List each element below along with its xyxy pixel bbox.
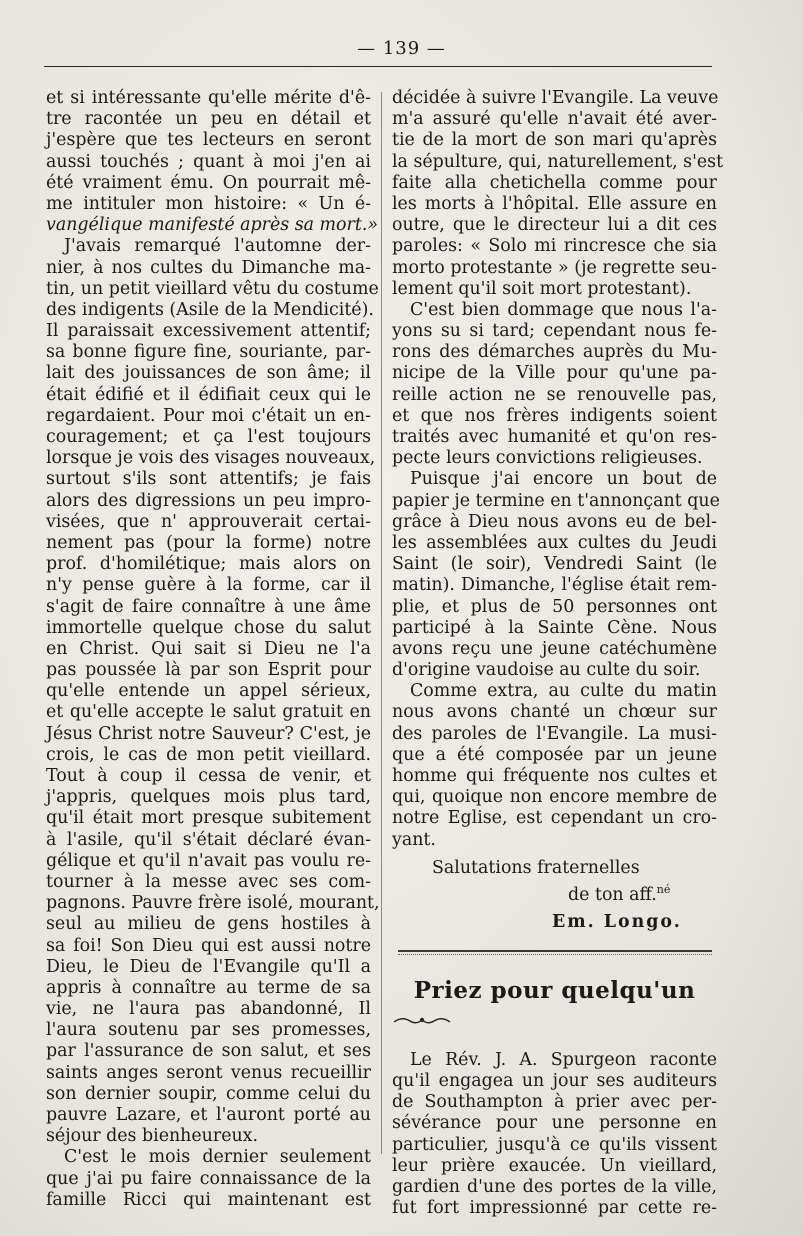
column-divider <box>381 92 382 1154</box>
text-line: lorsque je vois des visages nouveaux, <box>46 448 376 469</box>
text-line: sévérance pour une personne en <box>392 1113 717 1134</box>
text-line: alors des digressions un peu impro- <box>46 490 371 511</box>
right-column <box>392 88 724 1219</box>
text-line: était édifié et il édifiait ceux qui le <box>46 384 371 405</box>
text-line: Jésus Christ notre Sauveur? C'est, je <box>46 723 371 744</box>
text-line: son dernier soupir, comme celui du <box>46 1083 371 1104</box>
text-line: j'appris, quelques mois plus tard, <box>46 787 371 808</box>
text-line: j'espère que tes lecteurs en seront <box>46 130 371 151</box>
text-line: que a été composée par un jeune <box>392 744 717 765</box>
text-line: papier je termine en t'annonçant que <box>392 490 720 511</box>
text-line: gardien d'une des portes de la ville, <box>392 1176 717 1197</box>
text-line: et que nos frères indigents soient <box>392 405 717 426</box>
text-line: J'avais remarqué l'automne der- <box>64 236 371 257</box>
text-line: yant. <box>392 829 436 850</box>
text-line: les morts à l'hôpital. Elle assure en <box>392 193 717 214</box>
text-line: outre, que le directeur lui a dit ces <box>392 215 717 236</box>
text-line: surtout s'ils sont attentifs; je fais <box>46 469 371 490</box>
text-line: grâce à Dieu nous avons eu de bel- <box>392 511 717 532</box>
text-line: gélique et qu'il n'avait pas voulu re- <box>46 850 371 871</box>
text-line: n'y pense guère à la forme, car il <box>46 575 371 596</box>
text-line: plie, et plus de 50 personnes ont <box>392 596 717 617</box>
text-line: reille action ne se renouvelle pas, <box>392 384 717 405</box>
text-line: été vraiment ému. On pourrait mê- <box>46 172 371 193</box>
text-line: participé à la Sainte Cène. Nous <box>392 617 717 638</box>
text-line: immortelle quelque chose du salut <box>46 617 371 638</box>
text-line: notre Eglise, est cependant un cro- <box>392 808 717 829</box>
fleuron-ornament-icon <box>392 1014 452 1028</box>
text-line: lait des jouissances de son âme; il <box>46 363 371 384</box>
text-line: qu'il était mort presque subitement <box>46 808 371 829</box>
header-rule <box>44 66 712 67</box>
text-line: homme qui fréquente nos cultes et <box>392 766 717 786</box>
closing-superscript: né <box>656 882 671 896</box>
text-line: prof. d'homilétique; mais alors on <box>46 554 371 575</box>
text-line: Comme extra, au culte du matin <box>410 681 717 702</box>
text-line: fut fort impressionné par cette re- <box>392 1198 717 1219</box>
text-line: aussi touchés ; quant à moi j'en ai <box>46 151 371 172</box>
text-line: qui, quoique non encore membre de <box>392 787 717 808</box>
text-line: s'agit de faire connaître à une âme <box>46 596 371 617</box>
text-line: yons su si tard; cependant nous fe- <box>392 321 717 342</box>
text-line: vangélique manifesté après sa mort.» <box>46 215 378 236</box>
text-line: pauvre Lazare, et l'auront porté au <box>46 1105 371 1125</box>
text-line: que j'ai pu faire connaissance de la <box>46 1168 371 1189</box>
text-line: séjour des bienheureux. <box>46 1126 259 1147</box>
text-line: de Southampton à prier avec per- <box>392 1092 717 1113</box>
text-line: d'origine vaudoise au culte du soir. <box>392 660 701 681</box>
text-line: tre racontée un peu en détail et <box>46 109 371 130</box>
text-line: traités avec humanité et qu'on res- <box>392 427 717 447</box>
text-line: vie, ne l'aura pas abandonné, Il <box>46 999 371 1020</box>
text-line: lement qu'il soit mort protestant). <box>392 278 692 299</box>
section-title: Priez pour quelqu'un <box>413 976 696 1004</box>
text-line: sa bonne figure fine, souriante, par- <box>46 342 371 363</box>
text-line: couragement; et ça l'est toujours <box>46 427 371 447</box>
text-line: la sépulture, qui, naturellement, s'est <box>392 151 724 172</box>
text-line: pas poussée là par son Esprit pour <box>46 660 371 681</box>
text-line: des indigents (Asile de la Mendicité). <box>46 299 374 320</box>
text-line: leur prière exaucée. Un vieillard, <box>392 1155 717 1176</box>
text-line: tin, un petit vieillard vêtu du costume <box>46 278 379 299</box>
text-line: Tout à coup il cessa de venir, et <box>46 766 371 786</box>
signature: Em. Longo. <box>552 911 682 932</box>
text-line: avons reçu une jeune catéchumène <box>392 638 717 659</box>
text-line: décidée à suivre l'Evangile. La veuve <box>392 88 719 108</box>
text-line: qu'elle entende un appel sérieux, <box>46 681 371 702</box>
text-line: à l'asile, qu'il s'était déclaré évan- <box>46 829 371 850</box>
text-line: en Christ. Qui sait si Dieu ne l'a <box>46 638 371 659</box>
text-line: et si intéressante qu'elle mérite d'ê- <box>46 88 371 108</box>
text-line: famille Ricci qui maintenant est <box>46 1189 371 1210</box>
text-line: m'a assuré qu'elle n'avait été aver- <box>392 109 717 130</box>
closing-line <box>392 882 717 909</box>
text-line: et qu'elle accepte le salut gratuit en <box>46 702 371 723</box>
text-line: visées, que n' approuverait certai- <box>46 511 371 532</box>
section-divider <box>398 950 712 952</box>
text-line: Le Rév. J. A. Spurgeon raconte <box>410 1049 717 1070</box>
text-line: saints anges seront venus recueillir <box>46 1062 371 1083</box>
text-line: nement pas (pour la forme) notre <box>46 532 371 553</box>
text-line: crois, le cas de mon petit vieillard. <box>46 744 371 765</box>
text-line: Puisque j'ai encore un bout de <box>410 469 717 490</box>
text-line: des paroles de l'Evangile. La musi- <box>392 723 717 744</box>
text-line: matin). Dimanche, l'église était rem- <box>392 575 717 596</box>
text-line: tie de la mort de son mari qu'après <box>392 130 717 151</box>
text-line: faite alla chetichella comme pour <box>392 172 717 193</box>
text-line: qu'il engagea un jour ses auditeurs <box>392 1070 717 1091</box>
text-line: Dieu, le Dieu de l'Evangile qu'Il a <box>46 956 371 977</box>
text-line: paroles: « Solo mi rincresce che sia <box>392 236 717 257</box>
text-line: par l'assurance de son salut, et ses <box>46 1041 371 1062</box>
text-line: l'aura soutenu par ses promesses, <box>46 1020 371 1041</box>
text-line: Saint (le soir), Vendredi Saint (le <box>392 554 717 575</box>
text-line: les assemblées aux cultes du Jeudi <box>392 532 717 553</box>
text-line: C'est bien dommage que nous l'a- <box>410 299 717 320</box>
text-line: Il paraissait excessivement attentif; <box>46 321 371 342</box>
text-line: morto protestante » (je regrette seu- <box>392 257 717 278</box>
left-column <box>46 88 380 1211</box>
page-number: — 139 — <box>357 38 446 59</box>
text-line: tourner à la messe avec ses com- <box>46 871 371 892</box>
text-line: rons des démarches auprès du Mu- <box>392 342 717 363</box>
text-line: nicipe de la Ville pour qu'une pa- <box>392 363 717 384</box>
text-line: nier, à nos cultes du Dimanche ma- <box>46 257 371 278</box>
text-line: sa foi! Son Dieu qui est aussi notre <box>46 935 371 956</box>
text-line: nous avons chanté un chœur sur <box>392 702 717 723</box>
closing-text: de ton aff. <box>568 884 657 905</box>
salutation: Salutations fraternelles <box>432 857 640 878</box>
text-line: appris à connaître au terme de sa <box>46 977 371 998</box>
text-line: pagnons. Pauvre frère isolé, mourant, <box>46 893 380 914</box>
text-line: C'est le mois dernier seulement <box>64 1147 371 1168</box>
text-line: pecte leurs convictions religieuses. <box>392 448 703 469</box>
text-line: regardaient. Pour moi c'était un en- <box>46 405 371 426</box>
text-line: seul au milieu de gens hostiles à <box>46 914 371 935</box>
text-line: me intituler mon histoire: « Un é- <box>46 193 371 214</box>
text-line: particulier, jusqu'à ce qu'ils vissent <box>392 1134 717 1155</box>
